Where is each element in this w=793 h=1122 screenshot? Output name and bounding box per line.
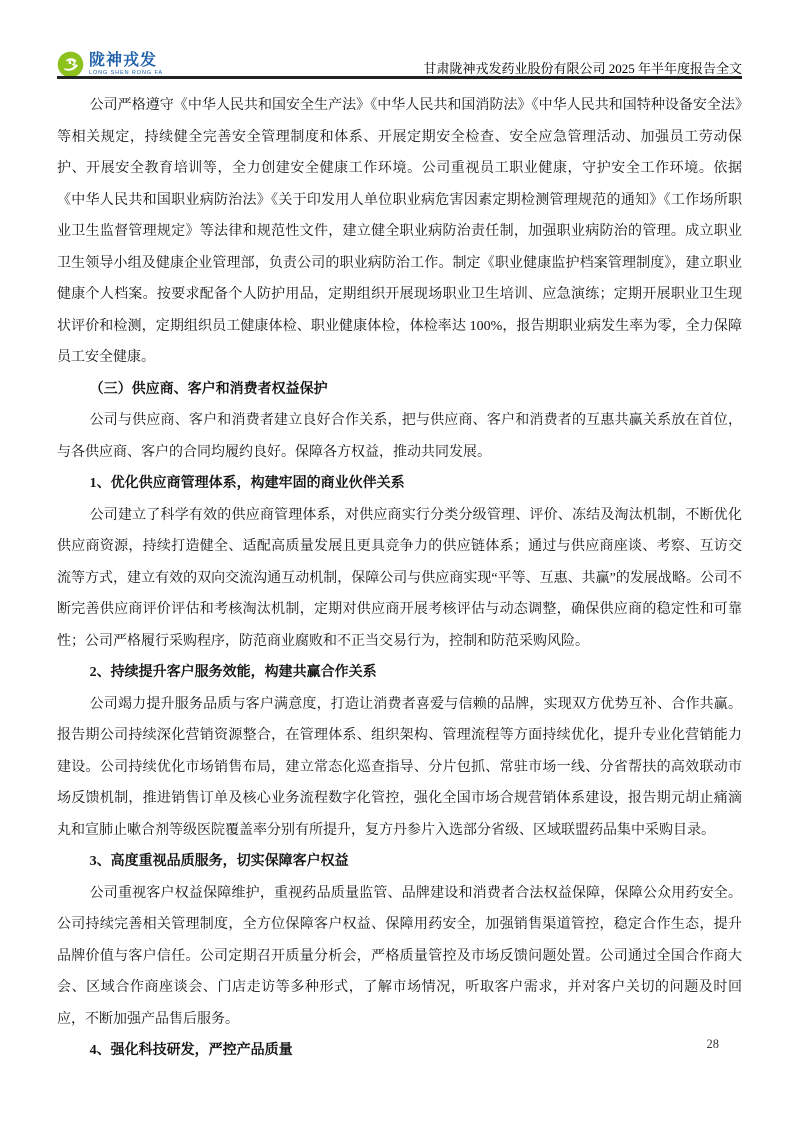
heading-item-3-quality: 3、高度重视品质服务，切实保障客户权益 — [89, 854, 349, 869]
logo-cn-text: 陇神戎发 — [89, 51, 158, 69]
company-logo-text — [89, 53, 163, 77]
page-header — [57, 42, 742, 78]
header-divider — [57, 76, 742, 79]
heading-item-4-rnd: 4、强化科技研发，严控产品质量 — [89, 1043, 293, 1058]
page-number: 28 — [706, 1037, 719, 1051]
paragraph-safety-production: 公司严格遵守《中华人民共和国安全生产法》《中华人民共和国消防法》《中华人民共和国特种设备安全法》等相关规定，持续健全完善安全管理制度和体系、开展定期安全检查、安全应急管理活动、加强员工劳动保护、开展安全教育培训等，全力创建安全健康工作环境。公司重视员工职业健康，守护安全工作环境。依据《中华人民共和国职业病防治法》《关于印发用人单位职业病危害因素定期检测管理规范的通知》《工作场所职业卫生监督管理规定》等法律和规范性文件，建立健全职业病防治责任制，加强职业病防治的管理。成立职业卫生领导小组及健康企业管理部，负责公司的职业病防治工作。制定《职业健康监护档案管理制度》，建立职业健康个人档案。按要求配备个人防护用品，定期组织开展现场职业卫生培训、应急演练；定期开展职业卫生现状评价和检测，定期组织员工健康体检、职业健康体检，体检率达 100%，报告期职业病发生率为零，全力保障员工安全健康。 — [57, 98, 742, 365]
paragraph-customer-service: 公司竭力提升服务品质与客户满意度，打造让消费者喜爱与信赖的品牌，实现双方优势互补、合作共赢。报告期公司持续深化营销资源整合，在管理体系、组织架构、管理流程等方面持续优化，提升专业化营销能力建设。公司持续优化市场销售布局，建立常态化巡查指导、分片包抓、常驻市场一线、分省帮扶的高效联动市场反馈机制，推进销售订单及核心业务流程数字化管控，强化全国市场合规营销体系建设，报告期元胡止痛滴丸和宣肺止嗽合剂等级医院覆盖率分别有所提升，复方丹参片入选部分省级、区域联盟药品集中采购目录。 — [57, 696, 742, 838]
company-logo — [57, 51, 163, 78]
logo-en-text: LONG SHEN RONG FA — [89, 69, 163, 76]
document-body — [57, 90, 742, 1067]
paragraph-supplier-management: 公司建立了科学有效的供应商管理体系，对供应商实行分类分级管理、评价、冻结及淘汰机制，不断优化供应商资源，持续打造健全、适配高质量发展且更具竞争力的供应链体系；通过与供应商座谈、考察、互访交流等方式，建立有效的双向交流沟通互动机制，保障公司与供应商实现“平等、互惠、共赢”的发展战略。公司不断完善供应商评价评估和考核淘汰机制，定期对供应商开展考核评估与动态调整，确保供应商的稳定性和可靠性；公司严格履行采购程序，防范商业腐败和不正当交易行为，控制和防范采购风险。 — [57, 507, 742, 649]
heading-item-1-supplier: 1、优化供应商管理体系，构建牢固的商业伙伴关系 — [89, 476, 405, 491]
heading-item-2-customer: 2、持续提升客户服务效能，构建共赢合作关系 — [89, 665, 377, 680]
paragraph-partner-relations: 公司与供应商、客户和消费者建立良好合作关系，把与供应商、客户和消费者的互惠共赢关系放在首位，与各供应商、客户的合同均履约良好。保障各方权益，推动共同发展。 — [57, 413, 742, 460]
company-logo-icon — [57, 51, 84, 78]
paragraph-quality-service: 公司重视客户权益保障维护，重视药品质量监管、品牌建设和消费者合法权益保障，保障公众用药安全。公司持续完善相关管理制度，全方位保障客户权益、保障用药安全，加强销售渠道管控，稳定合作生态，提升品牌价值与客户信任。公司定期召开质量分析会，严格质量管控及市场反馈问题处置。公司通过全国合作商大会、区域合作商座谈会、门店走访等多种形式，了解市场情况，听取客户需求，并对客户关切的问题及时回应，不断加强产品售后服务。 — [57, 885, 742, 1027]
report-title: 甘肃陇神戎发药业股份有限公司 2025 年半年度报告全文 — [423, 61, 742, 76]
heading-section-3: （三）供应商、客户和消费者权益保护 — [89, 381, 328, 397]
